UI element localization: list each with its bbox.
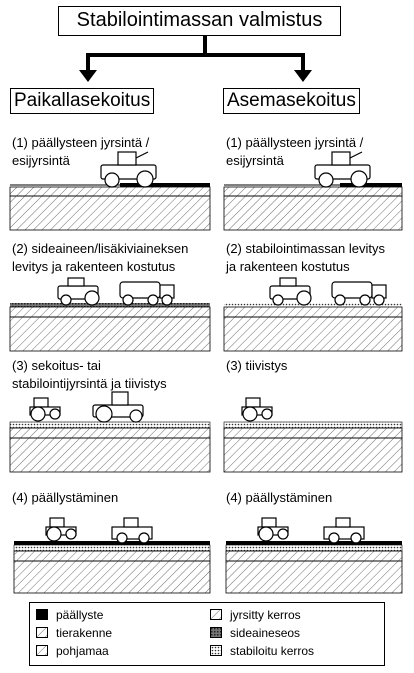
milling-machine-icon bbox=[315, 152, 370, 187]
panel-right-4 bbox=[226, 518, 402, 593]
heading-paikallasekoitus: Paikallasekoitus bbox=[10, 88, 154, 114]
panel-left-4 bbox=[14, 518, 210, 593]
panel-left-1 bbox=[10, 152, 210, 230]
stabilizer-icon bbox=[93, 392, 143, 422]
right-step-2-line2: ja rakenteen kostutus bbox=[226, 259, 350, 274]
swatch-sideaineseos bbox=[210, 627, 222, 638]
swatch-jyrsitty bbox=[210, 609, 222, 620]
left-step-2-line2: levitys ja rakenteen kostutus bbox=[12, 259, 176, 274]
diagram-title: Stabilointimassan valmistus bbox=[58, 6, 341, 36]
heading-asemasekoitus: Asemasekoitus bbox=[223, 88, 360, 114]
left-step-2-line1: (2) sideaineen/lisäkiviaineksen bbox=[12, 241, 189, 256]
spreader-tractor-icon bbox=[270, 278, 311, 305]
roller-icon bbox=[46, 518, 76, 541]
right-step-3-line1: (3) tiivistys bbox=[226, 358, 288, 373]
panel-right-2 bbox=[224, 278, 402, 351]
legend-sideaineseos: sideaineseos bbox=[230, 626, 301, 640]
paver-icon bbox=[112, 518, 152, 543]
spreader-tractor-icon bbox=[58, 278, 99, 305]
panel-right-1 bbox=[224, 152, 402, 230]
legend bbox=[29, 602, 385, 666]
right-step-1-line2: esijyrsintä bbox=[226, 153, 284, 168]
panel-left-3 bbox=[10, 392, 210, 472]
water-truck-icon bbox=[332, 282, 386, 305]
legend-paallyste: päällyste bbox=[56, 608, 104, 622]
left-step-4-line1: (4) päällystäminen bbox=[12, 490, 119, 505]
swatch-stabiloitu bbox=[210, 645, 222, 656]
water-truck-icon bbox=[120, 282, 174, 305]
left-step-1-line2: esijyrsintä bbox=[12, 153, 70, 168]
roller-icon bbox=[242, 398, 272, 421]
roller-icon bbox=[30, 398, 60, 421]
legend-jyrsitty: jyrsitty kerros bbox=[230, 608, 301, 622]
left-step-3-line1: (3) sekoitus- tai bbox=[12, 358, 101, 373]
right-step-1-line1: (1) päällysteen jyrsintä / bbox=[226, 135, 364, 150]
right-step-2-line1: (2) stabilointimassan levitys bbox=[226, 241, 385, 256]
left-step-3-line2: stabilointijyrsintä ja tiivistys bbox=[12, 376, 167, 391]
right-step-4-line1: (4) päällystäminen bbox=[226, 490, 333, 505]
legend-tierakenne: tierakenne bbox=[56, 626, 113, 640]
swatch-paallyste bbox=[36, 609, 48, 620]
swatch-pohjamaa bbox=[36, 645, 48, 656]
panel-left-2 bbox=[10, 278, 210, 351]
legend-pohjamaa: pohjamaa bbox=[56, 644, 109, 658]
legend-stabiloitu: stabiloitu kerros bbox=[230, 644, 315, 658]
milling-machine-icon bbox=[101, 152, 156, 187]
roller-icon bbox=[258, 518, 288, 541]
swatch-tierakenne bbox=[36, 627, 48, 638]
panel-right-3 bbox=[224, 398, 402, 472]
paver-icon bbox=[324, 518, 364, 543]
left-step-1-line1: (1) päällysteen jyrsintä / bbox=[12, 135, 150, 150]
